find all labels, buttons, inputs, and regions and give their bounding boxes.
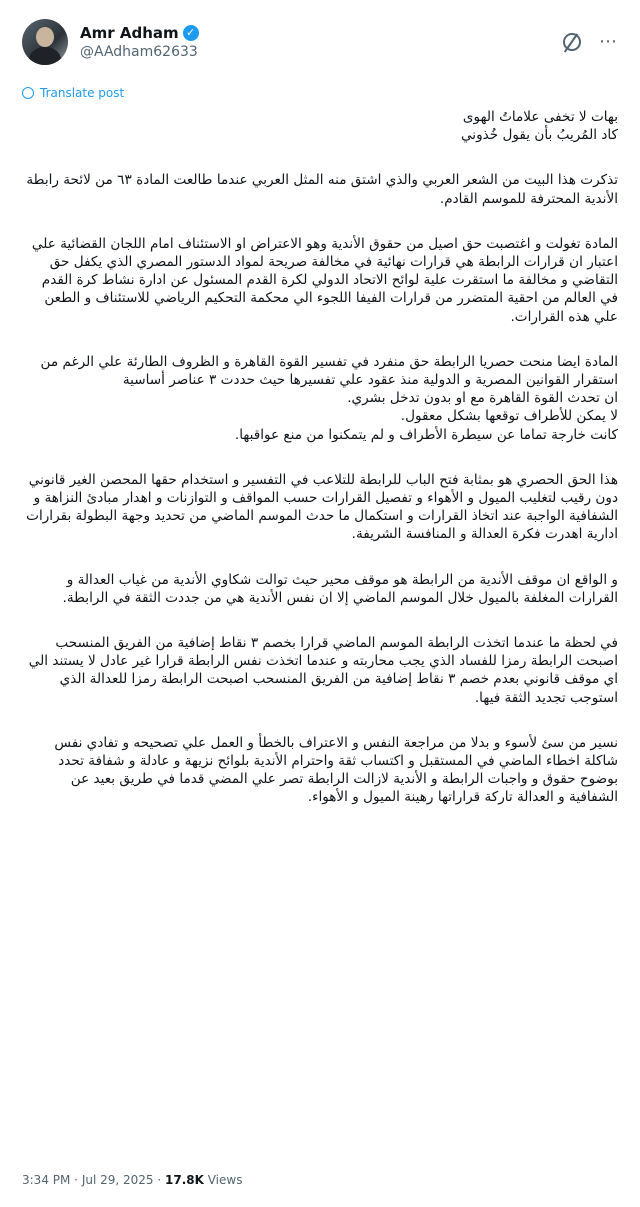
header-actions <box>563 33 618 51</box>
translate-label: Translate post <box>40 86 125 100</box>
paragraph <box>22 634 618 707</box>
paragraph <box>22 734 618 807</box>
paragraph-line: كانت خارجة تماما عن سيطرة الأطراف و لم يتمكنوا من منع عواقبها. <box>234 426 618 443</box>
post-time[interactable]: 3:34 PM <box>22 1173 71 1187</box>
paragraph-line: تذكرت هذا البيت من الشعر العربي والذي اشتق منه المثل العربي عندما طالعت المادة ٦٣ من لائحة رابطة الأندية المحترفة للموسم القادم. <box>26 172 618 207</box>
translate-post-link[interactable] <box>22 86 124 100</box>
paragraph-line: كاد المُريبُ بأن يقول خُذوني <box>460 127 618 144</box>
paragraph <box>22 571 618 607</box>
paragraph-line: المادة ايضا منحت حصريا الرابطة حق منفرد في تفسير القوة القاهرة و الظروف الطارئة علي الرغم من استقرار القوانين المصرية و الدولية منذ عقود علي تفسيرها حيث حددت ٣ عناصر أساسية <box>40 353 618 389</box>
paragraph-line: نسير من سئ لأسوء و بدلا من مراجعة النفس و الاعتراف بالخطأ و العمل علي تصحيحه و تفادي نفس شاكلة اخطاء الماضي في المستقبل و اكتساب ثقة واحترام الأندية بلوائح نزيهة و عادلة و شفافة تحدد بوضوح حقوق و واجبات الرابطة و الأندية لازالت الرابطة تصر علي المضي قدما في طريق بعيد عن الشفافية و العدالة تاركة قراراتها رهينة الميول و الأهواء. <box>54 734 618 806</box>
paragraph-line: لا يمكن للأطراف توقعها بشكل معقول. <box>400 408 618 425</box>
paragraph-line: هذا الحق الحصري هو بمثابة فتح الباب للرابطة للتلاعب في التفسير و استخدام حقها المحصن الغير قانوني دون رقيب لتغليب الميول و الأهواء و تفصيل القرارات حسب المواقف و التوازنات و اهدار مبادئ النزاهة و الشفافية الواجبة عند اتخاذ القرارات و استكمال ما حدث الموسم الماضي من تحديد وجهة البطولة بقرارات ادارية اهدرت فكرة العدالة و المنافسة الشريفة. <box>26 471 618 543</box>
name-row <box>80 24 199 42</box>
post-meta <box>22 1173 242 1187</box>
verified-badge-icon: ✓ <box>183 25 199 41</box>
display-name[interactable]: Amr Adham <box>80 24 179 42</box>
views-label: Views <box>207 1173 243 1187</box>
globe-icon <box>22 87 34 99</box>
paragraph-line: ان تحدث القوة القاهرة مع او بدون تدخل بشري. <box>347 390 618 407</box>
post-text <box>22 108 618 834</box>
paragraph <box>22 471 618 544</box>
post-date[interactable]: Jul 29, 2025 <box>81 1173 154 1187</box>
meta-separator: · <box>70 1173 82 1187</box>
paragraph-line: و الواقع ان موقف الأندية من الرابطة هو موقف محير حيث توالت شكاوي الأندية من غياب العدالة و القرارات المغلفة بالميول خلال الموسم الماضي إلا ان نفس الأندية هي من جددت الثقة في الرابطة. <box>62 571 618 606</box>
paragraph <box>22 108 618 144</box>
avatar[interactable] <box>22 19 68 65</box>
paragraph <box>22 235 618 326</box>
meta-separator-2: · <box>153 1173 165 1187</box>
post-header <box>22 14 618 70</box>
handle[interactable]: @AAdham62633 <box>80 44 198 60</box>
paragraph-line: في لحظة ما عندما اتخذت الرابطة الموسم الماضي قرارا بخصم ٣ نقاط إضافية من الفريق المنسحب اصبحت الرابطة رمزا للفساد الذي يجب محاربته و عندما اتخذت نفس الرابطة قرارا غير عادل لا يستند الي اي موقف قانوني بعدم خصم ٣ نقاط إضافية من الفريق المنسحب اصبحت الرابطة رمزا للعدالة الذي استوجب تجديد الثقة فيها. <box>28 635 618 706</box>
more-icon[interactable]: ⋯ <box>599 31 618 52</box>
grok-icon[interactable] <box>563 33 581 51</box>
paragraph <box>22 171 618 207</box>
paragraph-line: بهات لا تخفى علاماتُ الهوى <box>462 109 618 125</box>
views-count: 17.8K <box>165 1173 204 1187</box>
author-block <box>80 24 199 60</box>
paragraph-line: المادة تغولت و اغتصبت حق اصيل من حقوق الأندية وهو الاعتراض او الاستئناف امام اللجان القضائية علي اعتبار ان قرارات الرابطة هي قرارات نهائية في مخالفة صريحة لمواد الدستور المصري الذي يكفل حق التقاضي و مخالفة ما استقرت علية لوائح الاتحاد الدولي لكرة القدم المسئول عن ادارة نشاط كرة القدم في العالم من احقية المتضرر من قرارات الفيفا اللجوء الي محكمة التحكيم الرياضي للاستئناف و الطعن علي هذه القرارات. <box>31 235 618 325</box>
paragraph <box>22 353 618 444</box>
